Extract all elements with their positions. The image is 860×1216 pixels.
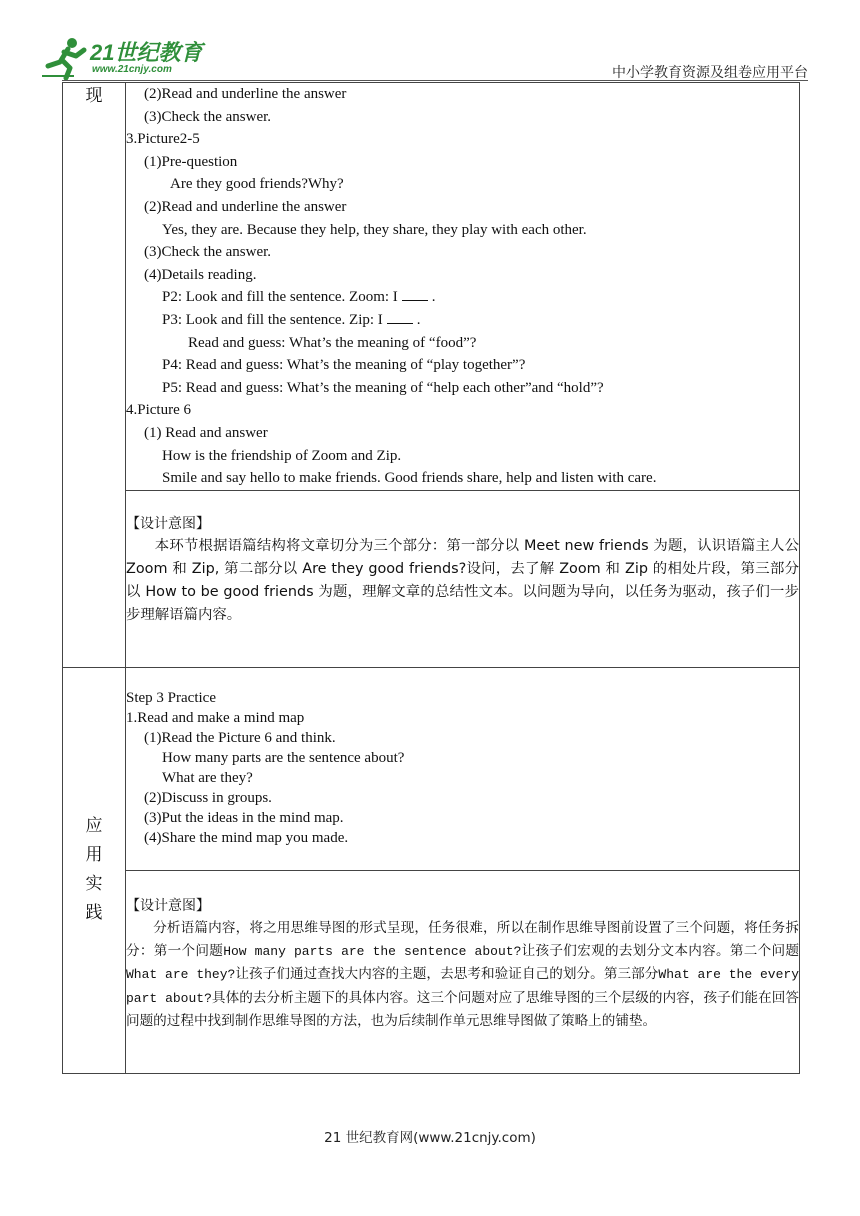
list-item: (3)Check the answer. [144, 244, 272, 261]
page-footer: 21 世纪教育网(www.21cnjy.com) [324, 1130, 536, 1146]
list-item: P3: Look and fill the sentence. Zip: I . [126, 309, 799, 332]
stage-label-cell [63, 667, 126, 1073]
design-text-segment: 分析语篇内容，将之用思维导图的形式呈现，任务很难，所以在制作思维导图前设置了三个问题，将任务拆分：第一个问题 [126, 920, 799, 959]
list-item: What are they? [162, 769, 253, 786]
list-item: How many parts are the sentence about? [162, 749, 405, 766]
sentence-text: P2: Look and fill the sentence. Zoom: I [162, 289, 398, 306]
fill-blank [387, 309, 413, 324]
design-question-1: How many parts are the sentence about? [223, 943, 522, 959]
fill-blank [402, 286, 428, 301]
list-item: P4: Read and guess: What’s the meaning of “play together”? [162, 357, 526, 374]
design-intent-text: 本环节根据语篇结构将文章切分为三个部分：第一部分以 Meet new friends 为题，认识语篇主人公 Zoom 和 Zip, 第二部分以 Are they good friends?设问，去了解 Zoom 和 Zip 的相处片段，第三部分以 How to be good friends 为题，理解文章的总结性文本。以问题为导向，以任务为驱动，孩子们一步步理解语篇内容。 [126, 538, 799, 624]
list-item: 1.Read and make a mind map [126, 709, 305, 726]
table-row [63, 870, 800, 1073]
list-item: (2)Discuss in groups. [144, 789, 272, 806]
list-item: Smile and say hello to make friends. Good friends share, help and listen with care. [162, 470, 657, 487]
list-item: How is the friendship of Zoom and Zip. [162, 447, 402, 464]
design-intent-cell [126, 870, 800, 1073]
site-logo[interactable] [40, 36, 210, 82]
list-item: (1)Pre-question [144, 153, 238, 170]
design-text-segment: 让孩子们宏观的去划分文本内容。第二个问题 [521, 942, 800, 959]
design-text-segment: 让孩子们通过查找大内容的主题，去思考和验证自己的划分。第三部分 [235, 966, 659, 983]
platform-title: 中小学教育资源及组卷应用平台 [612, 65, 808, 81]
header-divider [62, 80, 808, 81]
list-item: (4)Share the mind map you made. [144, 829, 349, 846]
list-item: Are they good friends?Why? [170, 176, 344, 193]
stage-label-cell [63, 83, 126, 668]
list-item: (1)Read the Picture 6 and think. [144, 729, 336, 746]
list-item: Read and guess: What’s the meaning of “food”? [188, 334, 477, 351]
stage-label: 现 [85, 86, 103, 106]
design-intent-title: 【设计意图】 [126, 897, 210, 914]
page-header [0, 0, 860, 82]
design-question-3: What are the every part about? [126, 967, 800, 1006]
list-item: 3.Picture2-5 [126, 131, 200, 148]
table-row [63, 83, 800, 491]
list-item: P5: Read and guess: What’s the meaning of “help each other”and “hold”? [162, 379, 604, 396]
logo-text: 21世纪教育 [90, 40, 203, 65]
design-text-segment: 具体的去分析主题下的具体内容。这三个问题对应了思维导图的三个层级的内容，孩子们能在回答问题的过程中找到制作思维导图的方法，也为后续制作单元思维导图做了策略上的铺垫。 [126, 989, 799, 1029]
list-item: (1) Read and answer [144, 424, 268, 441]
design-intent-title: 【设计意图】 [126, 515, 210, 532]
list-item: (3)Check the answer. [144, 108, 272, 125]
logo-url: www.21cnjy.com [92, 64, 172, 75]
list-item: Step 3 Practice [126, 689, 216, 706]
stage-label: 应用实践 [85, 816, 103, 924]
list-item: (4)Details reading. [144, 266, 257, 283]
sentence-text: P3: Look and fill the sentence. Zip: I [162, 311, 383, 328]
runner-icon [40, 36, 90, 80]
table-row [63, 667, 800, 870]
activity-cell [126, 83, 800, 491]
list-item: (2)Read and underline the answer [144, 86, 347, 102]
list-item: (3)Put the ideas in the mind map. [144, 809, 344, 826]
list-item: Yes, they are. Because they help, they share, they play with each other. [162, 221, 587, 238]
list-item: 4.Picture 6 [126, 402, 191, 419]
lesson-plan-table [62, 82, 800, 1074]
design-intent-cell [126, 490, 800, 667]
design-intent-text [126, 917, 799, 1032]
design-question-2: What are they? [126, 967, 236, 983]
list-item: (2)Read and underline the answer [144, 198, 347, 215]
table-row [63, 490, 800, 667]
list-item: P2: Look and fill the sentence. Zoom: I . [126, 286, 799, 309]
activity-cell [126, 667, 800, 870]
